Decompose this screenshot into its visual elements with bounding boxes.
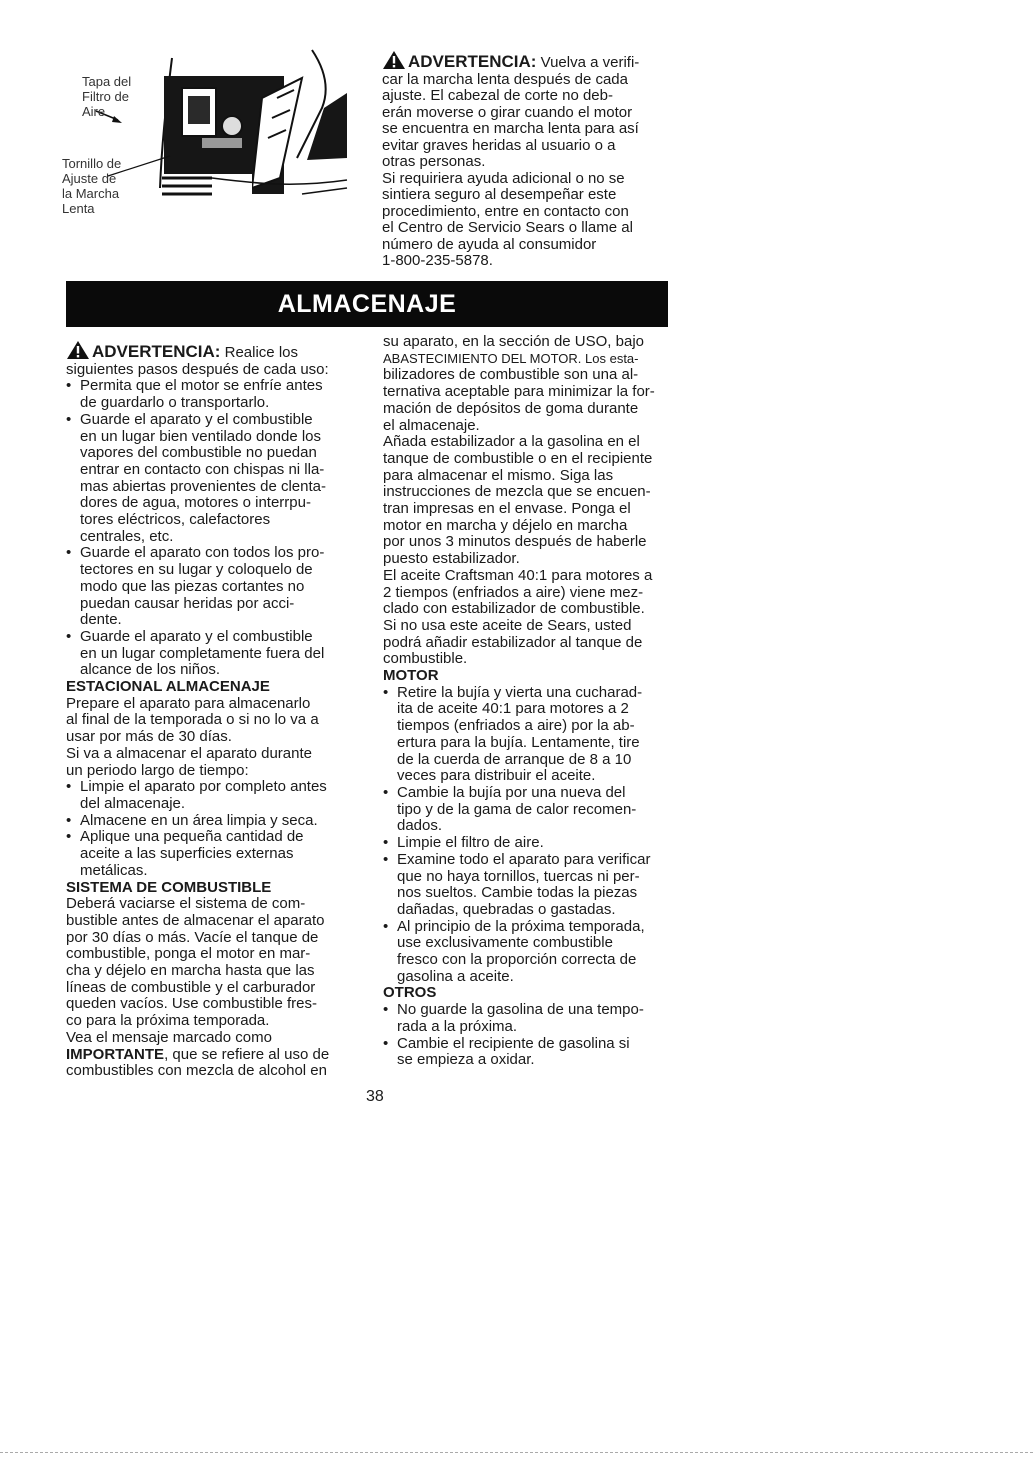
carburator-figure (62, 38, 352, 278)
list-item: • Almacene en un área limpia y seca. (66, 813, 366, 830)
others-heading: OTROS (383, 984, 437, 1002)
motor-heading: MOTOR (383, 667, 439, 685)
right-column: su aparato, en la sección de USO, bajo ABASTECIMIENTO DEL MOTOR. Los esta- bilizadores de combustible son una al- ternativa aceptable para minimizar la for- mación de depósitos de goma durante el almacenaje. Añada estabilizador a la gasolina en el tanque de combustible o en el recipiente para almacenar el mismo. Siga las instrucciones de mezcla que se encuen- tran impresas en el envase. Ponga el motor en marcha y déjelo en marcha por unos 3 minutos después de haberle puesto estabilizador. El aceite Craftsman 40:1 para motores a 2 tiempos (enfriados a aire) viene mez- clado con estabilizador de combustible. Si no usa este aceite de Sears, usted podrá añadir estabilizador al tanque de combustible. MOTOR • Retire la bujía y vierta una cucharad- ita de aceite 40:1 para motores a 2 tiempos (enfriados a aire) por la ab- ertura para la bujía. Lentamente, tire de la cuerda de arranque de 8 a 10 veces para distribuir el aceite. • Cambie la bujía por una nueva del tipo y de la gama de calor recomen- dados. • Limpie el filtro de aire. • Examine todo el aparato para verificar que no haya tornillos, tuercas ni per- nos sueltos. Cambie todas la piezas dañadas, quebradas o gastadas. • Al principio de la próxima temporada, use exclusivamente combustible fresco con la proporción correcta de gasolina a aceite. OTROS • No guarde la gasolina de una tempo- rada a la próxima. • Cambie el recipiente de gasolina si se empieza a oxidar. (383, 334, 683, 1069)
idle-screw-label: Tornillo de Ajuste de la Marcha Lenta (62, 156, 122, 216)
left-column: ADVERTENCIA: Realice los siguientes pasos después de cada uso: • Permita que el motor se enfríe antes de guardarlo o transportarlo. • Guarde el aparato y el combustible en un lugar bien ventilado donde los vapores del combustible no puedan entrar en contacto con chispas ni lla- mas abiertas provenientes de clenta- dores de agua, motores o interrpu- tores eléctricos, calefactores centrales, etc. • Guarde el aparato con todos los pro- tectores en su lugar y coloquelo de modo que las piezas cortantes no puedan causar heridas por acci- dente. • Guarde el aparato y el combustible en un lugar completamente fuera del alcance de los niños. ESTACIONAL ALMACENAJE Prepare el aparato para almacenarlo al final de la temporada o si no lo va a usar por más de 30 días. Si va a almacenar el aparato durante un periodo largo de tiempo: • Limpie el aparato por completo antes del almacenaje. • Almacene en un área limpia y seca. • Aplique una pequeña cantidad de aceite a las superficies externas metálicas. SISTEMA DE COMBUSTIBLE Deberá vaciarse el sistema de com- bustible antes de almacenar el aparato por 30 días o más. Vacíe el tanque de combustible, ponga el motor en mar- cha y déjelo en marcha hasta que las líneas de combustible y el carburador queden vacíos. Use combustible fres- co para la próxima temporada. Vea el mensaje marcado como IMPORTANTE, que se refiere al uso de combustibles con mezcla de alcohol en (66, 340, 366, 1080)
page-edge-divider (0, 1452, 1033, 1453)
storage-warning-heading: ADVERTENCIA: (92, 342, 221, 361)
list-item: • Examine todo el aparato para verificar que no haya tornillos, tuercas ni per- nos sueltos. Cambie todas la piezas dañadas, quebradas o gastadas. (383, 852, 683, 919)
list-item: • No guarde la gasolina de una tempo- rada a la próxima. (383, 1002, 683, 1035)
list-item: • Cambie el recipiente de gasolina si se empieza a oxidar. (383, 1036, 683, 1069)
list-item: • Guarde el aparato con todos los pro- tectores en su lugar y coloquelo de modo que las piezas cortantes no puedan causar heridas por acci- dente. (66, 545, 366, 629)
list-item: • Aplique una pequeña cantidad de aceite a las superficies externas metálicas. (66, 829, 366, 879)
list-item: • Retire la bujía y vierta una cucharad- ita de aceite 40:1 para motores a 2 tiempos (enfriados a aire) por la ab- ertura para la bujía. Lentamente, tire de la cuerda de arranque de 8 a 10 veces para distribuir el aceite. (383, 685, 683, 785)
warning-icon (66, 340, 90, 360)
page-number: 38 (366, 1088, 384, 1105)
list-item: • Permita que el motor se enfríe antes de guardarlo o transportarlo. (66, 378, 366, 411)
air-filter-cover-label: Tapa del Filtro de Aire (82, 74, 132, 119)
warning-icon (382, 50, 406, 70)
list-item: • Cambie la bujía por una nueva del tipo y de la gama de calor recomen- dados. (383, 785, 683, 835)
list-item: • Limpie el aparato por completo antes del almacenaje. (66, 779, 366, 812)
section-banner (66, 281, 668, 327)
list-item: • Guarde el aparato y el combustible en un lugar completamente fuera del alcance de los niños. (66, 629, 366, 679)
list-item: • Guarde el aparato y el combustible en un lugar bien ventilado donde los vapores del combustible no puedan entrar en contacto con chispas ni lla- mas abiertas provenientes de clenta- dores de agua, motores o interrpu- tores eléctricos, calefactores centrales, etc. (66, 412, 366, 546)
fuel-system-heading: SISTEMA DE COMBUSTIBLE (66, 878, 272, 896)
list-item: • Limpie el filtro de aire. (383, 835, 683, 852)
section-title: ALMACENAJE (277, 289, 457, 318)
idle-warning: ADVERTENCIA: Vuelva a verifi- car la marcha lenta después de cada ajuste. El cabezal de corte no deb- erán moverse o girar cuando el motor se encuentra en marcha lenta para así evitar graves heridas al usuario o a otras personas. Si requiriera ayuda adicional o no se sintiera seguro al desempeñar este procedimiento, entre en contacto con el Centro de Servicio Sears o llame al número de ayuda al consumidor 1-800-235-5878. (382, 52, 640, 269)
seasonal-heading: ESTACIONAL ALMACENAJE (66, 678, 270, 696)
list-item: • Al principio de la próxima temporada, use exclusivamente combustible fresco con la proporción correcta de gasolina a aceite. (383, 919, 683, 986)
warning-heading: ADVERTENCIA: (408, 52, 537, 71)
